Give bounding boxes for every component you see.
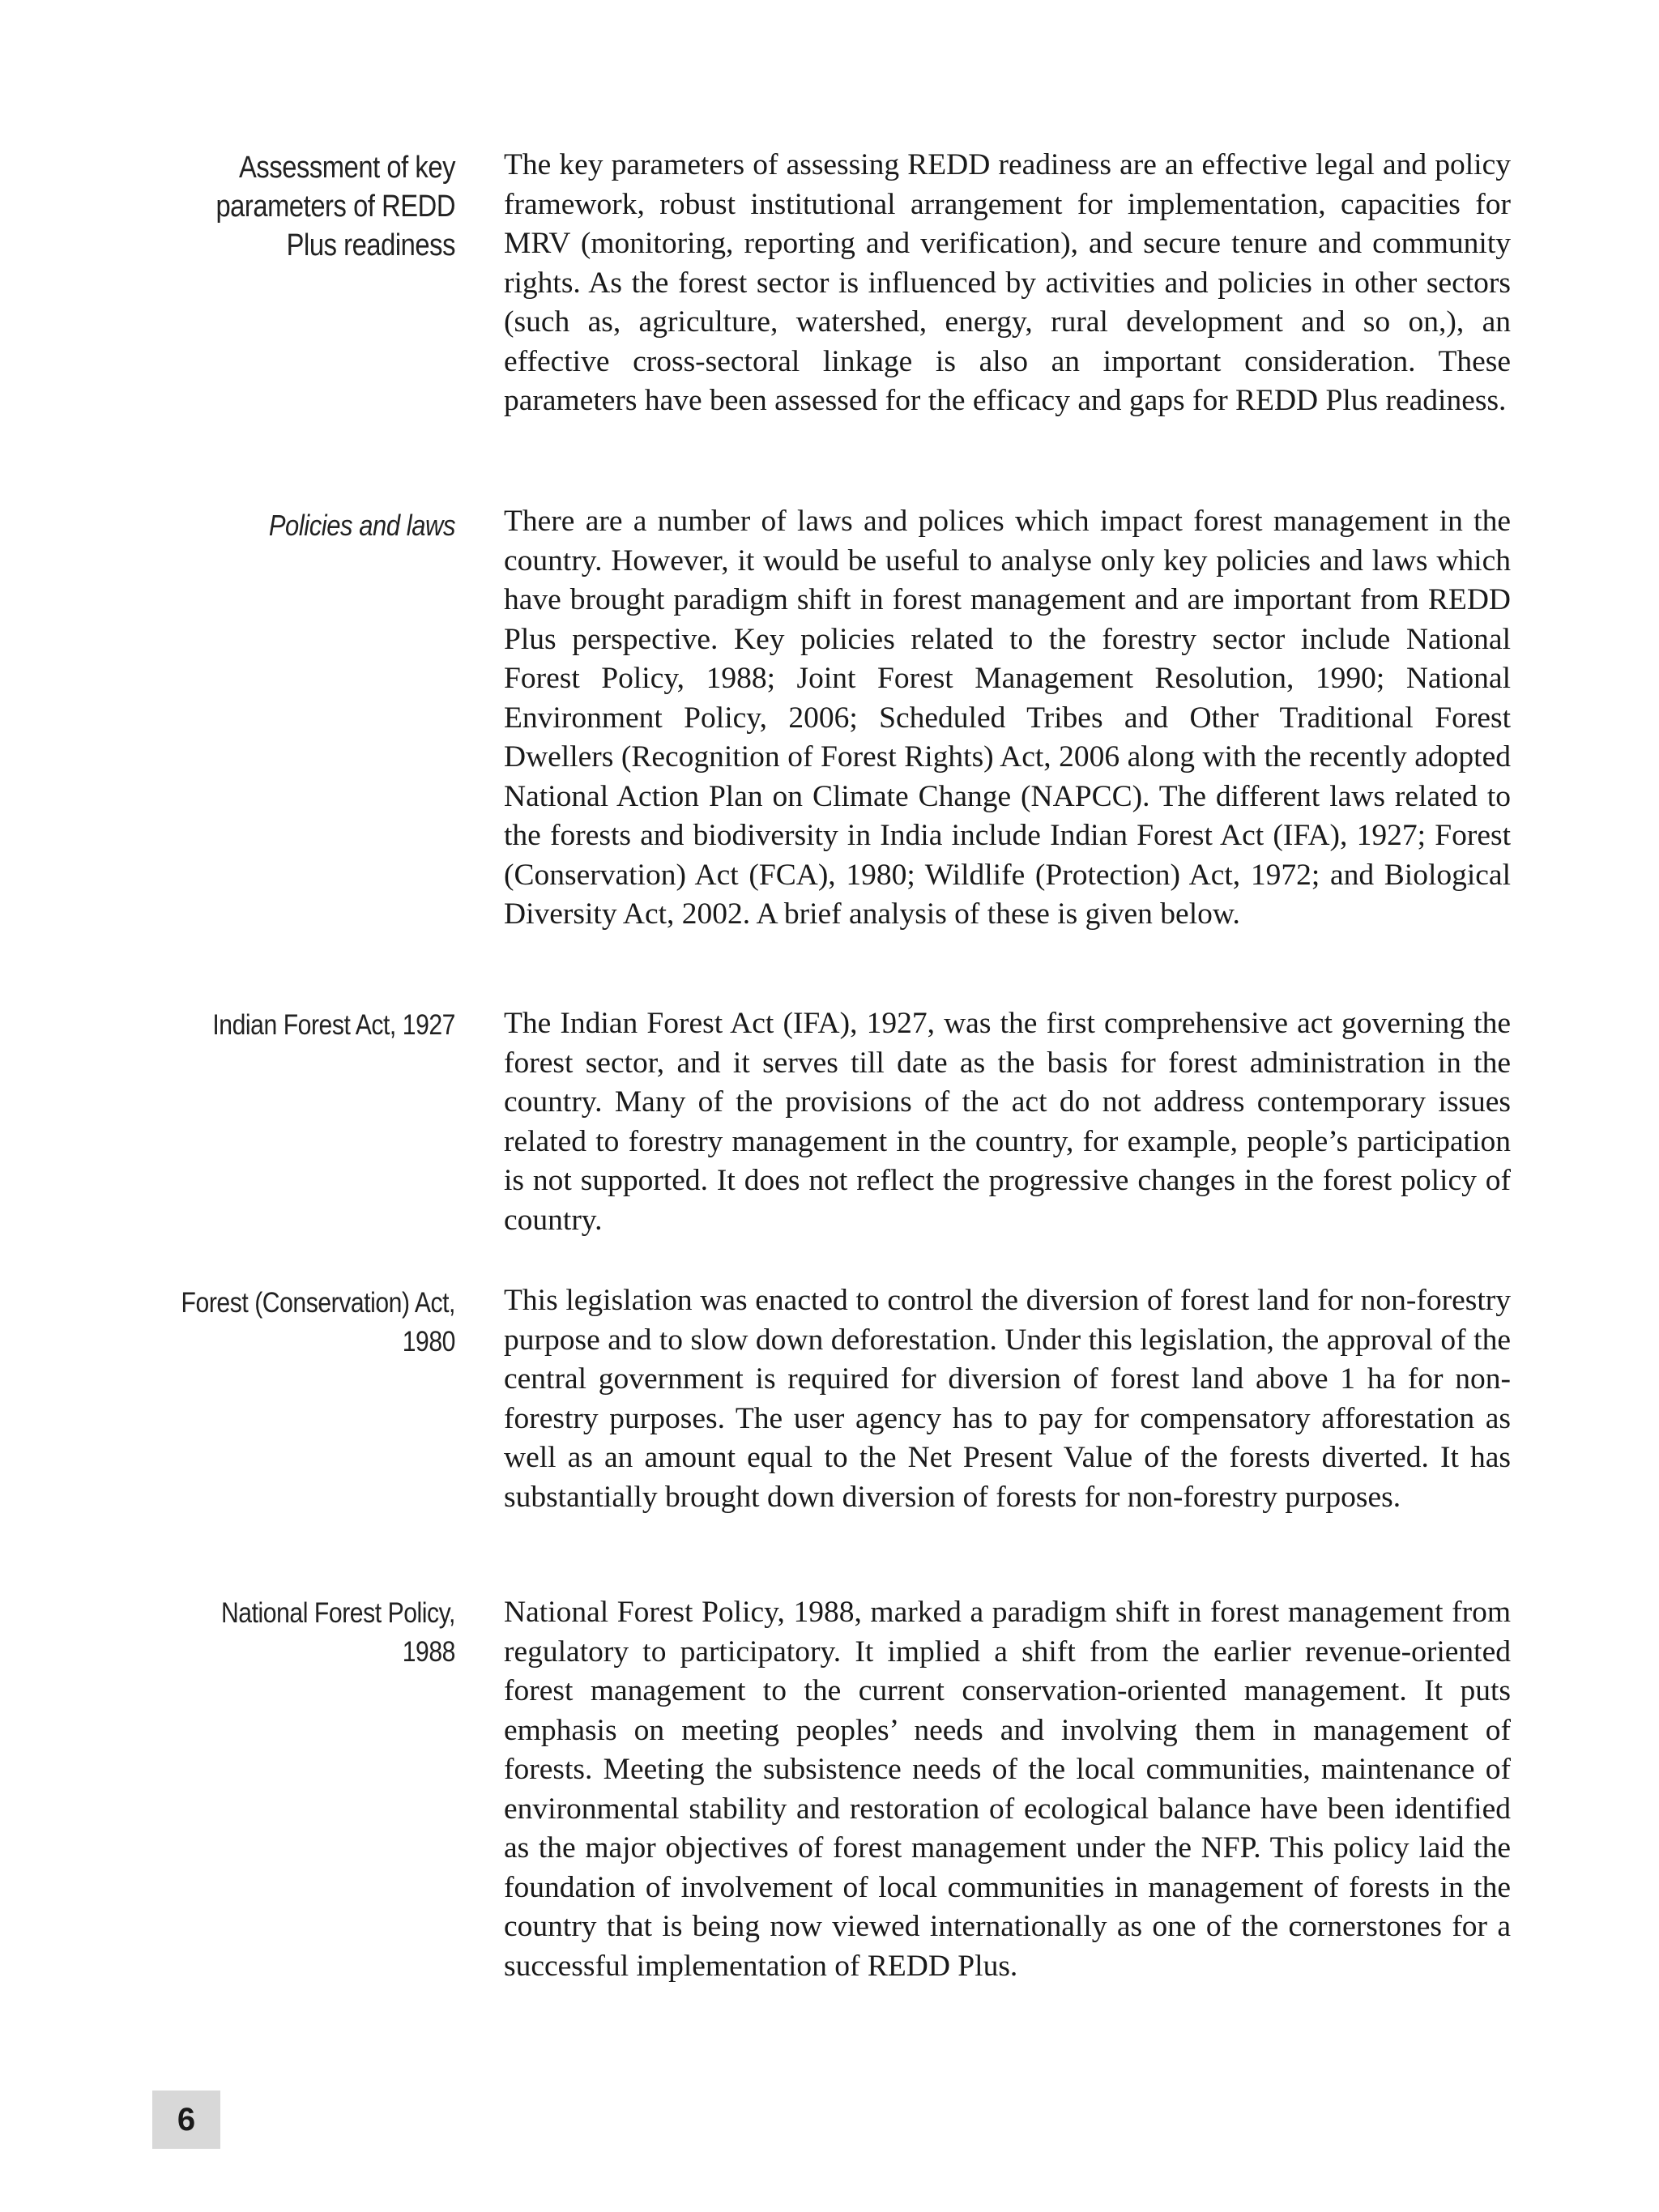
paragraph-policies-and-laws: There are a number of laws and polices which impact forest management in the country. However, it would be useful to analyse only key policies and laws which have brought paradigm shift in forest management and are important from REDD Plus perspective. Key policies related to the forestry sector include National Forest Policy, 1988; Joint Forest Management Resolution, 1990; National Environment Policy, 2006; Scheduled Tribes and Other Traditional Forest Dwellers (Recognition of Forest Rights) Act, 2006 along with the recently adopted National Action Plan on Climate Change (NAPCC). The different laws related to the forests and biodiversity in India include Indian Forest Act (IFA), 1927; Forest (Conservation) Act (FCA), 1980; Wildlife (Protection) Act, 1972; and Biological Diversity Act, 2002. A brief analysis of these is given below.: [504, 505, 1511, 931]
page-number: [152, 2091, 220, 2149]
side-heading-assessment: Assessment of key parameters of REDD Plus readiness: [215, 151, 455, 262]
paragraph-assessment: The key parameters of assessing REDD readiness are an effective legal and policy framework, robust institutional arrangement for implementation, capacities for MRV (monitoring, reporting and verification), and secure tenure and community rights. As the forest sector is influenced by activities and policies in other sectors (such as, agriculture, watershed, energy, rural development and so on,), an effective cross-sectoral linkage is also an important consideration. These parameters have been assessed for the efficacy and gaps for REDD Plus readiness.: [504, 148, 1511, 417]
paragraph-indian-forest-act: The Indian Forest Act (IFA), 1927, was the first comprehensive act governing the forest sector, and it serves till date as the basis for forest administration in the country. Many of the provisions of the act do not address contemporary issues related to forestry management in the country, for example, people’s participation is not supported. It does not reflect the progressive changes in the forest policy of country.: [504, 1007, 1511, 1237]
side-heading-indian-forest-act: Indian Forest Act, 1927: [212, 1009, 455, 1041]
side-heading-national-forest-policy: National Forest Policy, 1988: [220, 1597, 455, 1668]
page-number-text: 6: [177, 2101, 196, 2137]
side-heading-policies-and-laws: Policies and laws: [268, 509, 455, 542]
side-heading-forest-conservation-act: Forest (Conservation) Act, 1980: [181, 1287, 455, 1357]
paragraph-forest-conservation-act: This legislation was enacted to control the diversion of forest land for non-forestry purpose and to slow down deforestation. Under this legislation, the approval of the central government is required for diversion of forest land above 1 ha for non-forestry purposes. The user agency has to pay for compensatory afforestation as well as an amount equal to the Net Present Value of the forests diverted. It has substantially brought down diversion of forests for non-forestry purposes.: [504, 1284, 1511, 1514]
paragraph-national-forest-policy: National Forest Policy, 1988, marked a paradigm shift in forest management from regulatory to participatory. It implied a shift from the earlier revenue-oriented forest management to the current conservation-oriented management. It puts emphasis on meeting peoples’ needs and involving them in management of forests. Meeting the subsistence needs of the local communities, maintenance of environmental stability and restoration of ecological balance have been identified as the major objectives of forest management under the NFP. This policy laid the foundation of involvement of local communities in management of forests in the country that is being now viewed internationally as one of the cornerstones for a successful implementation of REDD Plus.: [504, 1596, 1511, 1983]
